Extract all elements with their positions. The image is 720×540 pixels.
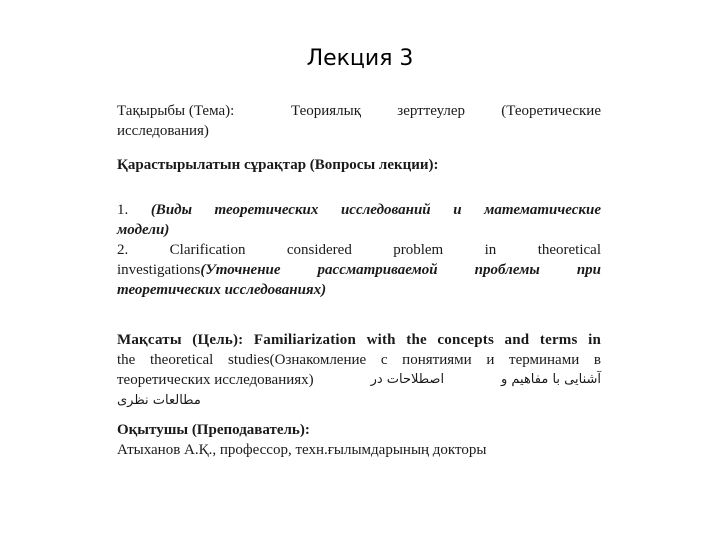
goal-persian-b: آشنایی با مفاهیم و [500, 372, 601, 387]
question-2-line-2 [117, 260, 601, 280]
goal-persian-c: مطالعات نظری [117, 393, 201, 408]
teacher-label: Оқытушы (Преподаватель): [117, 422, 310, 438]
goal-russian: теоретических исследованиях) [117, 372, 314, 388]
topic-block [117, 101, 601, 141]
questions-title: Қарастырылатын сұрақтар (Вопросы лекции): [117, 157, 439, 173]
goal-line-4 [117, 390, 601, 411]
question-1-line-1 [117, 200, 601, 220]
goal-line-1: Мақсаты (Цель): Familiarization with the concepts and terms in [117, 332, 601, 348]
teacher-block [117, 420, 601, 460]
goal-block [117, 330, 601, 411]
goal-line-2: the theoretical studies(Ознакомление с понятиями и терминами в [117, 352, 601, 368]
question-2-line-1: 2. Clarification considered problem in theoretical [117, 242, 601, 258]
question-2-english: investigations [117, 262, 201, 278]
topic-value: Теориялық зерттеулер (Теоретические [291, 103, 601, 119]
question-2-line-3: теоретических исследованиях) [117, 282, 327, 298]
topic-line-1 [117, 101, 601, 121]
page-title: Лекция 3 [306, 46, 414, 71]
question-1-line-2: модели) [117, 222, 170, 238]
goal-line-3 [117, 370, 601, 390]
question-2-russian: (Уточнение рассматриваемой проблемы при [200, 262, 601, 278]
topic-label: Тақырыбы (Тема): [117, 103, 235, 119]
questions-block [117, 200, 601, 300]
question-1-text: (Виды теоретических исследований и математические [150, 202, 601, 218]
goal-persian-a: اصطلاحات در [370, 372, 445, 387]
question-1-number: 1. [117, 202, 129, 218]
teacher-name: Атыханов А.Қ., профессор, техн.ғылымдарының докторы [117, 442, 487, 458]
topic-line-2: исследования) [117, 123, 209, 139]
